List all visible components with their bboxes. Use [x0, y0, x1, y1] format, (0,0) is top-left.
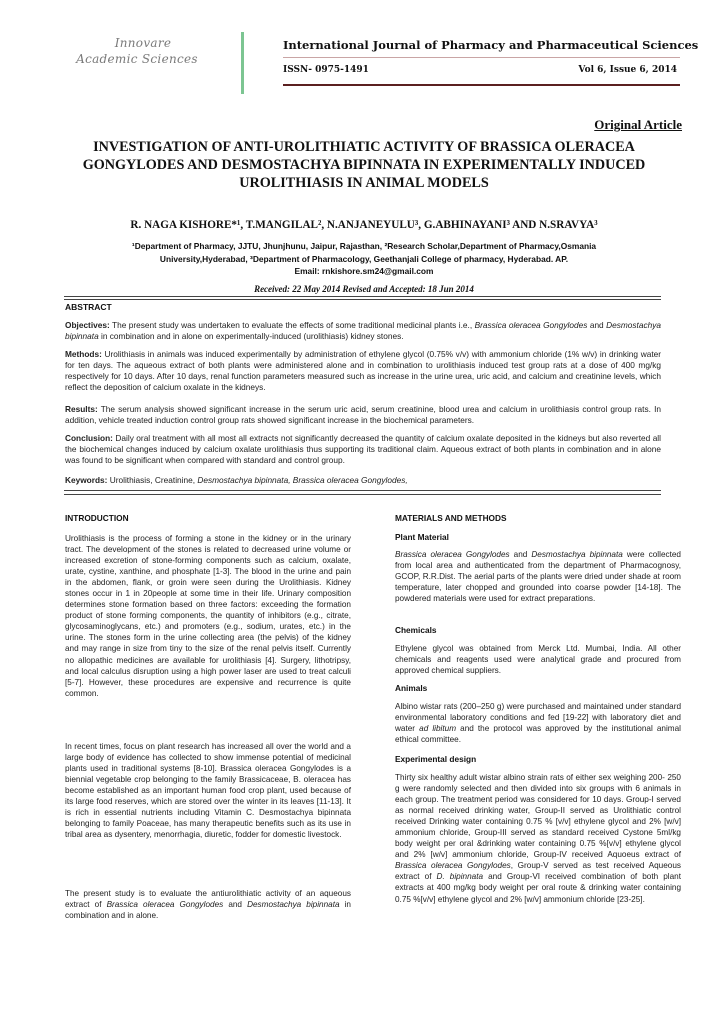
results-label: Results:	[65, 404, 98, 414]
abstract-conclusion	[65, 433, 661, 466]
plant-species-2: Desmostachya bipinnata	[531, 550, 623, 559]
abstract-results	[65, 404, 661, 426]
author-email[interactable]: Email: rnkishore.sm24@gmail.com	[294, 266, 434, 276]
animals-text-2: and the protocol was approved by the institutional animal ethical committee.	[395, 724, 682, 745]
header-divider-bottom	[283, 84, 680, 86]
issn: ISSN- 0975-1491	[283, 65, 369, 75]
intro-p3-species-2: Desmostachya bipinnata	[247, 900, 340, 910]
design-text-1: Thirty six healthy adult wistar albino strain rats of either sex weighing 200- 250 g were randomly selected and then divided into six groups with 6 animals in each group. The treatment period was considered for 10 days. Group-I served as normal received drinking water, Group-II served as Urolithiatic control received Drinking water containing 0.75 % [v/v] ethylene glycol and 2% [w/v] ammonium chloride, Group-III served as standard received Cystone 5ml/kg body weight per oral &drinking water containing 0.75 %[v/v] ethylene glycol and 2% [w/v] ammonium chloride, Group-IV received Aquoeus extract of	[395, 773, 681, 860]
objectives-species-2: Desmostachya bipinnata	[65, 320, 661, 342]
logo-line-1: Innovare	[114, 36, 172, 50]
animals-paragraph	[395, 701, 681, 745]
objectives-text-2: and	[587, 320, 607, 330]
abstract-bottom-rule	[64, 490, 661, 491]
abstract-objectives	[65, 320, 661, 342]
abstract-heading: ABSTRACT	[65, 302, 112, 312]
design-heading	[395, 754, 681, 765]
keywords-italic: Desmostachya bipinnata, Brassica oleracea Gongylodes,	[197, 475, 408, 485]
affiliation-line-2: University,Hyderabad, ³Department of Pharmacology, Geethanjali College of pharmacy, Hyderabad. AP.	[159, 253, 569, 264]
methods-heading-text: MATERIALS AND METHODS	[395, 513, 507, 523]
author-list: R. NAGA KISHORE*¹, T.MANGILAL², N.ANJANEYULU³, G.ABHINAYANI³ AND N.SRAVYA³	[130, 219, 598, 231]
plant-material-heading-text: Plant Material	[395, 532, 449, 542]
journal-title: International Journal of Pharmacy and Pharmaceutical Sciences	[283, 38, 699, 52]
design-heading-text: Experimental design	[395, 754, 477, 764]
plant-species-1: Brassica oleracea Gongylodes	[395, 550, 510, 559]
volume-issue: Vol 6, Issue 6, 2014	[578, 65, 677, 75]
chemicals-heading	[395, 625, 681, 636]
design-species-1: Brassica oleracea Gongylodes	[395, 861, 511, 871]
conclusion-label: Conclusion:	[65, 433, 113, 443]
intro-p3-text-2: and	[223, 900, 248, 910]
animals-italic: ad libitum	[419, 724, 457, 734]
design-text-3: and Group-VI received combination of both plant extracts at 400 mg/kg body weight per oral route & drinking water containing 0.75 %[v/v] ethylene glycol and 2% [w/v] ammonium chloride [23-25].	[395, 872, 682, 904]
header-divider	[283, 57, 680, 58]
logo-line-2: Academic Sciences	[76, 52, 198, 66]
plant-text-1: and	[509, 550, 532, 559]
objectives-text: The present study was undertaken to evaluate the effects of some traditional medicinal plants i.e.,	[109, 320, 475, 330]
methods-label: Methods:	[65, 349, 102, 359]
design-paragraph	[395, 772, 681, 905]
introduction-paragraph-1	[65, 533, 351, 699]
design-text-2: , Group-V served as test received Aqueous extract of	[395, 861, 681, 882]
results-text: The serum analysis showed significant increase in the serum uric acid, serum creatinine, blood urea and calcium in urolithiasis control group rats. In addition, vehicle treated induction control group rats showed significant increase in the biochemical parameters.	[65, 404, 661, 426]
animals-heading-text: Animals	[395, 683, 428, 693]
affiliation-line-1: ¹Department of Pharmacy, JJTU, Jhunjhunu, Jaipur, Rajasthan, ²Research Scholar,Department of Pharmacy,Osmania	[131, 241, 597, 251]
abstract-top-rule-2	[64, 299, 661, 300]
abstract-bottom-rule-2	[64, 494, 661, 495]
design-species-2: D. bipinnata	[436, 872, 484, 882]
intro-p2-text: In recent times, focus on plant research has increased all over the world and a large body of evidence has collected to show immense potential of medicinal plants used in traditional systems [8-10]. Brassica oleracea Gongylodes is a biennial vegetable crop belonging to the family Brassicaceae, B. oleracea has become established as an important human food crop plant, used because of its large food reserves, which are stored over the winter in its leaves [11-13]. It is rich in essential nutrients including Vitamin C. Desmostachya bipinnata belonging to family Poaceae, has many therapeutic benefits such as its use in tribal area as dysentery, menorrhagia, diuretic, fodder for domestic livestock.	[65, 742, 351, 840]
keywords-label: Keywords:	[65, 475, 108, 485]
abstract-keywords	[65, 475, 661, 486]
methods-heading	[395, 513, 681, 524]
intro-p3-species-1: Brassica oleracea Gongylodes	[106, 900, 224, 910]
received-dates: Received: 22 May 2014 Revised and Accepted: 18 Jun 2014	[254, 284, 474, 294]
introduction-paragraph-2	[65, 741, 351, 840]
objectives-text-3: in combination and in alone on experimentally-induced (urolithiasis) kidney stones.	[98, 331, 404, 342]
abstract-methods	[65, 349, 661, 393]
chemicals-text: Ethylene glycol was obtained from Merck Ltd. Mumbai, India. All other chemicals and reagents used were analytical grade and procured from approved chemical suppliers.	[395, 644, 681, 676]
animals-heading	[395, 683, 681, 694]
affiliations	[80, 240, 648, 278]
objectives-label: Objectives:	[65, 320, 110, 330]
intro-p3-text: The present study is to evaluate the antiurolithiatic activity of an aqueous extract of	[65, 889, 351, 910]
plant-material-paragraph	[395, 549, 681, 604]
conclusion-text: Daily oral treatment with all most all extracts not significantly decreased the quantity of calcium oxalate deposited in the kidneys but also reverted all the biochemical changes induced by calcium oxalate urolithiasis thus supporting its traditional claim. Aqueous extract of both plants in combination and in alone was found to be significant when compared with standard and control group.	[65, 433, 661, 466]
abstract-top-rule	[64, 296, 661, 297]
keywords-text: Urolithiasis, Creatinine,	[107, 475, 198, 485]
chemicals-paragraph	[395, 643, 681, 676]
article-title: INVESTIGATION OF ANTI-UROLITHIATIC ACTIVITY OF BRASSICA OLERACEA GONGYLODES AND DESMOSTACHYA BIPINNATA IN EXPERIMENTALLY INDUCED UROLITHIASIS IN ANIMAL MODELS	[82, 139, 646, 191]
objectives-species-1: Brassica oleracea Gongylodes	[474, 320, 588, 330]
introduction-heading-text: INTRODUCTION	[65, 513, 129, 523]
plant-material-heading	[395, 532, 681, 543]
plant-text-2: were collected from local area and authenticated from the department of Pharmacognosy, GCOP, R.R.Dist. The aerial parts of the plants were dried under shade at room temperature, later chopped and grounded into coarse powder [14-18]. The powdered materials were used for extract preparations.	[395, 550, 681, 604]
chemicals-heading-text: Chemicals	[395, 625, 437, 635]
article-type: Original Article	[594, 117, 682, 132]
introduction-paragraph-3	[65, 888, 351, 921]
intro-p1-text: Urolithiasis is the process of forming a stone in the kidney or in the urinary tract. The development of the stones is related to decreased urine volume or increased excretion of stone-forming components such as calcium, oxalate, urate, cystine, xanthine, and phosphate [1-3]. The blood in the urine and pain in the abdomen, flank, or groin were seen during the Urolithiasis. Kidney stones occur in 1 in 20people at some time in their life. Urinary composition determines stone formation based on three factors: exceeding the formation product of stone forming components, the quantity of inhibitors (e.g., citrate, glycosaminoglycans, etc.) and promoters (e.g., sodium, urates, etc.) in the urine. The stones form in the urine collecting area (the pelvis) of the kidney and may range in size from tiny to the size of the renal pelvis itself. Currently no allopathic medicines are available for urolithiasis [4]. Surgery, lithotripsy, and local calculus disruption using a high power laser are used to treat calculi [5-7]. However, these procedures are expensive and recurrence is quite common.	[65, 534, 351, 698]
animals-text-1: Albino wistar rats (200–250 g) were purchased and maintained under standard environmental laboratory conditions and fed [19-22] with laboratory diet and water	[395, 702, 681, 734]
introduction-heading	[65, 513, 351, 524]
methods-text: Urolithiasis in animals was induced experimentally by administration of ethylene glycol (0.75% v/v) with ammonium chloride (1% w/v) in drinking water for ten days. The aqueous extract of both plants were administered alone and in combination to urolithiasis induced test group rats at a dose of 400 mg/kg respectively for 10 days. After 10 days, renal function parameters measured such as increase in the urine urea, uric acid, and calcium and creatinine levels, which reflect the deposition of calcium oxalate in the kidneys.	[65, 349, 661, 393]
intro-p3-text-3: in combination and in alone.	[65, 900, 351, 921]
